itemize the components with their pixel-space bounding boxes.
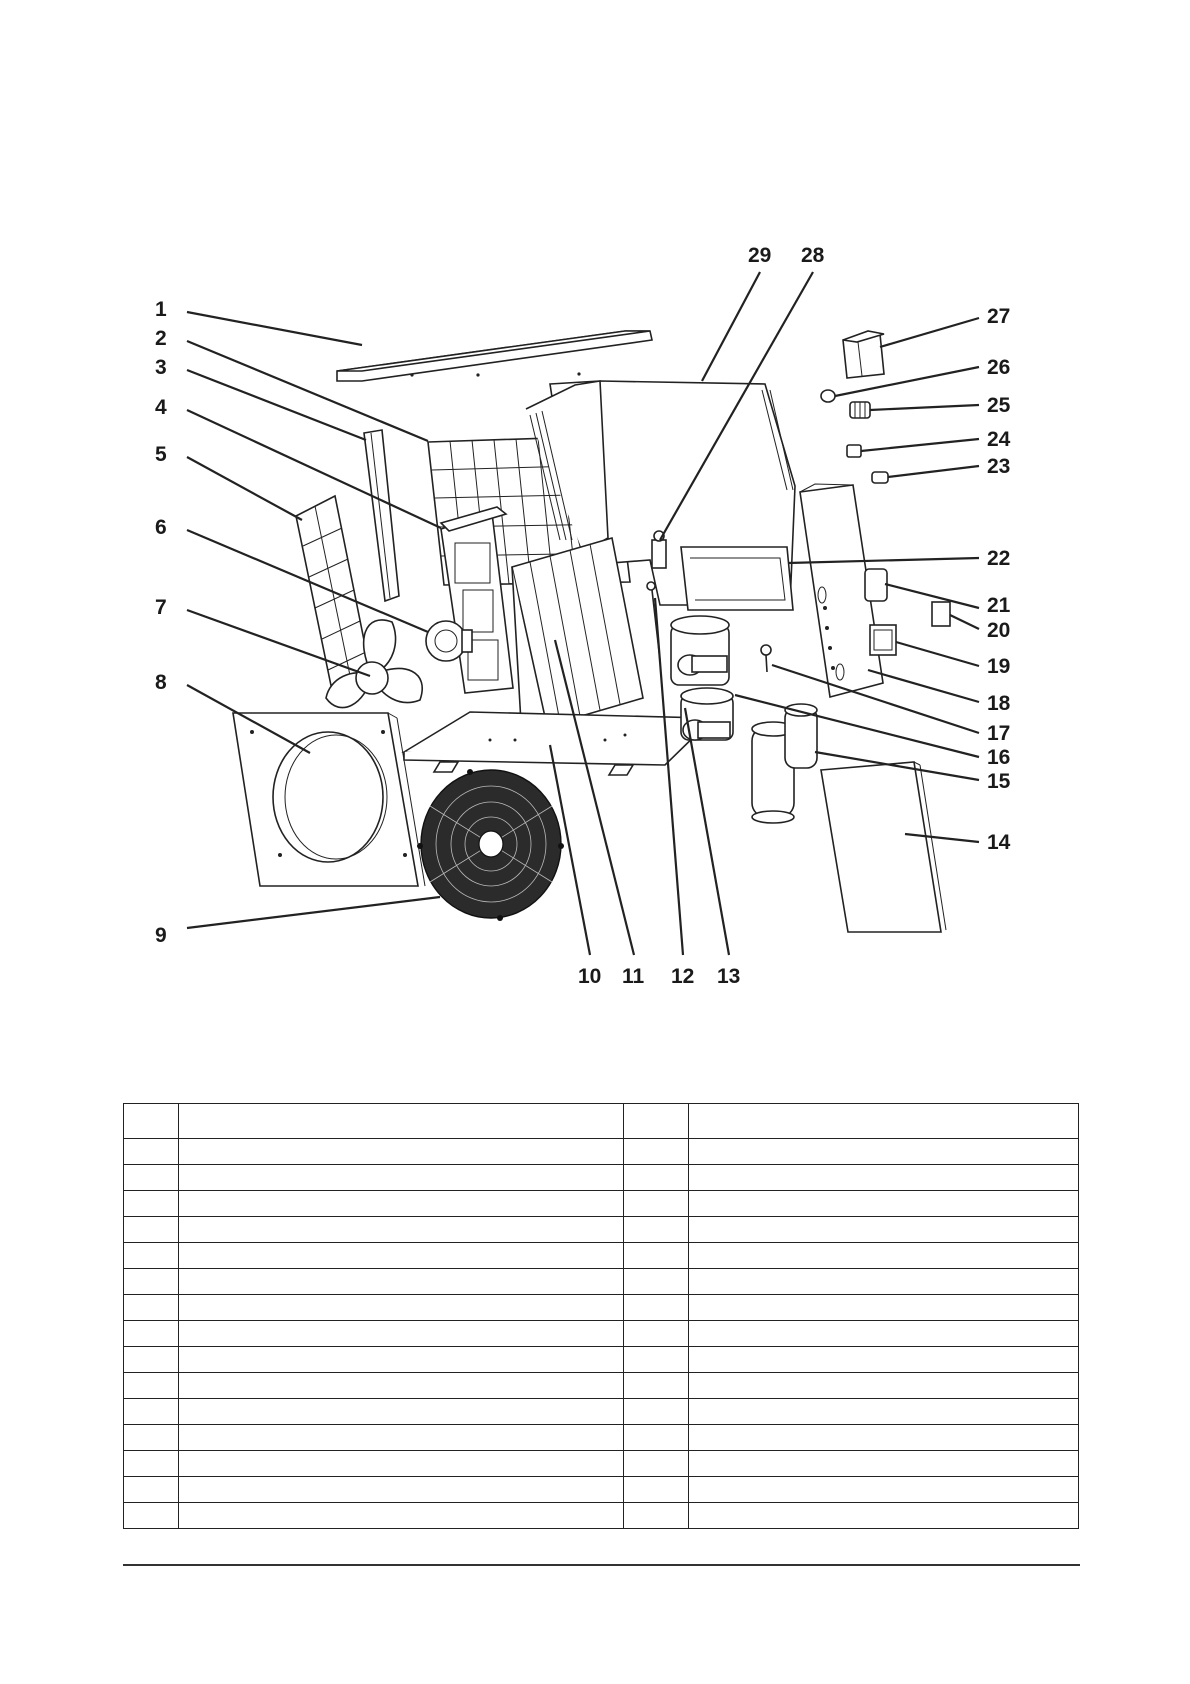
row-cell-no-right <box>624 1477 689 1503</box>
callout-5: 5 <box>155 443 167 466</box>
row-cell-no-left <box>124 1373 179 1399</box>
footer-rule <box>123 1564 1080 1566</box>
row-cell-name-right <box>689 1269 1079 1295</box>
callout-9: 9 <box>155 924 167 947</box>
row-cell-no-left <box>124 1425 179 1451</box>
table-row <box>124 1243 1079 1269</box>
callout-24: 24 <box>987 428 1011 451</box>
row-cell-no-right <box>624 1399 689 1425</box>
callout-21: 21 <box>987 594 1011 617</box>
callout-17: 17 <box>987 722 1011 745</box>
table-row <box>124 1425 1079 1451</box>
row-cell-name-right <box>689 1477 1079 1503</box>
row-cell-name-left <box>179 1451 624 1477</box>
row-cell-no-left <box>124 1243 179 1269</box>
table-row <box>124 1399 1079 1425</box>
heat-exchanger <box>671 616 733 740</box>
side-panel <box>821 762 946 932</box>
row-cell-name-left <box>179 1347 624 1373</box>
callout-1: 1 <box>155 298 167 321</box>
row-cell-no-left <box>124 1399 179 1425</box>
table-row <box>124 1347 1079 1373</box>
row-cell-name-right <box>689 1295 1079 1321</box>
row-cell-no-right <box>624 1165 689 1191</box>
table-row <box>124 1269 1079 1295</box>
row-cell-no-right <box>624 1321 689 1347</box>
callout-25: 25 <box>987 394 1011 417</box>
table-header-row <box>124 1104 1079 1139</box>
header-cell-name-left <box>179 1104 624 1139</box>
row-cell-no-right <box>624 1191 689 1217</box>
row-cell-name-left <box>179 1373 624 1399</box>
front-panel <box>233 713 425 886</box>
row-cell-no-right <box>624 1243 689 1269</box>
callout-6: 6 <box>155 516 167 539</box>
row-cell-no-left <box>124 1503 179 1529</box>
row-cell-name-left <box>179 1269 624 1295</box>
vertical-rail <box>364 430 399 601</box>
terminal-block <box>870 625 896 655</box>
callout-11: 11 <box>622 965 645 988</box>
row-cell-no-left <box>124 1477 179 1503</box>
table-row <box>124 1503 1079 1529</box>
row-cell-no-left <box>124 1139 179 1165</box>
callout-23: 23 <box>987 455 1011 478</box>
callout-3: 3 <box>155 356 167 379</box>
row-cell-name-left <box>179 1217 624 1243</box>
row-cell-name-right <box>689 1425 1079 1451</box>
row-cell-name-right <box>689 1399 1079 1425</box>
callout-12: 12 <box>671 965 695 988</box>
compressor <box>752 704 817 823</box>
row-cell-name-right <box>689 1347 1079 1373</box>
callout-27: 27 <box>987 305 1011 328</box>
parts-list-table <box>123 1103 1079 1529</box>
row-cell-name-left <box>179 1165 624 1191</box>
water-tank-box <box>681 547 793 610</box>
table-row <box>124 1139 1079 1165</box>
callout-2: 2 <box>155 327 167 350</box>
controller-box <box>843 331 884 378</box>
callout-28: 28 <box>801 244 825 267</box>
callout-20: 20 <box>987 619 1011 642</box>
row-cell-name-right <box>689 1191 1079 1217</box>
row-cell-name-left <box>179 1191 624 1217</box>
fitting-23 <box>872 472 888 483</box>
row-cell-name-right <box>689 1217 1079 1243</box>
row-cell-no-right <box>624 1139 689 1165</box>
table-row <box>124 1295 1079 1321</box>
row-cell-no-left <box>124 1347 179 1373</box>
capacitor <box>865 569 887 601</box>
fitting-25 <box>850 402 870 418</box>
callout-29: 29 <box>748 244 772 267</box>
row-cell-no-left <box>124 1321 179 1347</box>
row-cell-name-right <box>689 1451 1079 1477</box>
callout-18: 18 <box>987 692 1011 715</box>
row-cell-no-right <box>624 1347 689 1373</box>
row-cell-no-right <box>624 1373 689 1399</box>
row-cell-no-right <box>624 1451 689 1477</box>
table-row <box>124 1165 1079 1191</box>
fitting-24 <box>847 445 861 457</box>
row-cell-name-right <box>689 1243 1079 1269</box>
row-cell-no-left <box>124 1165 179 1191</box>
row-cell-name-left <box>179 1295 624 1321</box>
row-cell-name-right <box>689 1503 1079 1529</box>
callout-19: 19 <box>987 655 1011 678</box>
row-cell-no-right <box>624 1217 689 1243</box>
top-cover-panel <box>337 331 652 381</box>
row-cell-name-left <box>179 1503 624 1529</box>
expansion-valve <box>652 531 666 568</box>
row-cell-no-left <box>124 1191 179 1217</box>
row-cell-name-left <box>179 1321 624 1347</box>
row-cell-no-left <box>124 1451 179 1477</box>
callout-10: 10 <box>578 965 602 988</box>
row-cell-name-right <box>689 1165 1079 1191</box>
callout-13: 13 <box>717 965 741 988</box>
row-cell-no-left <box>124 1217 179 1243</box>
row-cell-no-right <box>624 1295 689 1321</box>
callout-26: 26 <box>987 356 1011 379</box>
row-cell-name-right <box>689 1139 1079 1165</box>
header-cell-no-left <box>124 1104 179 1139</box>
row-cell-no-right <box>624 1503 689 1529</box>
callout-22: 22 <box>987 547 1011 570</box>
row-cell-name-right <box>689 1321 1079 1347</box>
callout-8: 8 <box>155 671 167 694</box>
row-cell-name-left <box>179 1139 624 1165</box>
callout-14: 14 <box>987 831 1011 854</box>
row-cell-name-left <box>179 1477 624 1503</box>
table-row <box>124 1217 1079 1243</box>
table-row <box>124 1451 1079 1477</box>
callout-15: 15 <box>987 770 1011 793</box>
row-cell-no-right <box>624 1269 689 1295</box>
callout-7: 7 <box>155 596 167 619</box>
callout-4: 4 <box>155 396 167 419</box>
temperature-sensor <box>761 645 771 672</box>
table-row <box>124 1477 1079 1503</box>
header-cell-name-right <box>689 1104 1079 1139</box>
table-row <box>124 1373 1079 1399</box>
row-cell-no-right <box>624 1425 689 1451</box>
row-cell-no-left <box>124 1269 179 1295</box>
row-cell-name-left <box>179 1399 624 1425</box>
row-cell-name-right <box>689 1373 1079 1399</box>
fitting-26 <box>821 390 835 402</box>
table-row <box>124 1321 1079 1347</box>
callout-16: 16 <box>987 746 1011 769</box>
row-cell-name-left <box>179 1243 624 1269</box>
small-switch <box>932 602 950 626</box>
header-cell-no-right <box>624 1104 689 1139</box>
row-cell-name-left <box>179 1425 624 1451</box>
row-cell-no-left <box>124 1295 179 1321</box>
table-row <box>124 1191 1079 1217</box>
